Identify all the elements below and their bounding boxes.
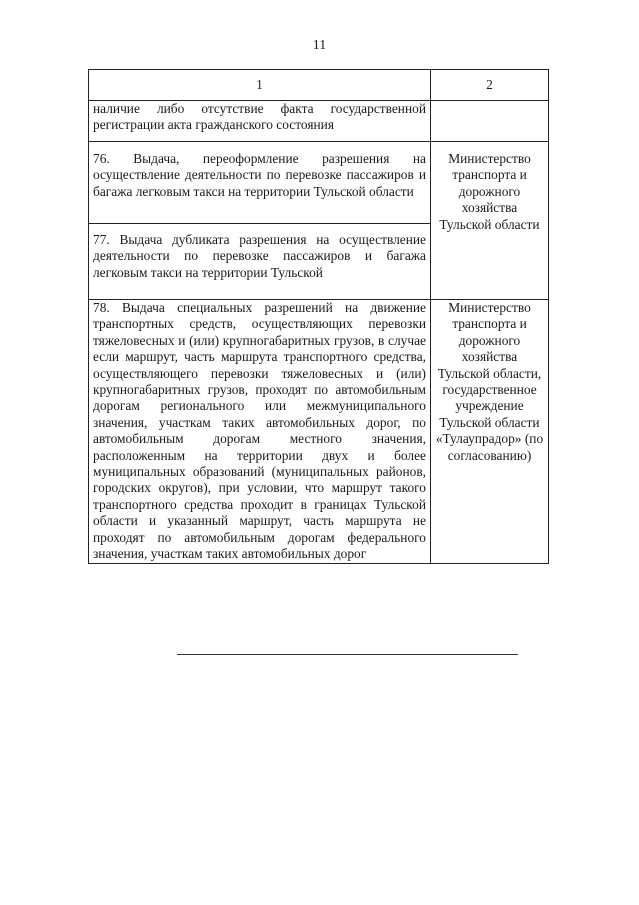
table-header-row bbox=[89, 70, 549, 101]
service-description: 78. Выдача специальных разрешений на движение транспортных средств, осуществляющих перевозки тяжеловесных и (или) крупногабаритных грузов, в случае если маршрут, часть маршрута транспортного средства, осуществляющего перевозки тяжеловесных и (или) крупногабаритных грузов, проходят по автомобильным дорогам регионального или межмуниципального значения, участкам таких автомобильных дорог, по автомобильным дорогам местного значения, расположенным на территории двух и более муниципальных образований (муниципальных районов, городских округов), при условии, что маршрут такого транспортного средства проходит в границах Тульской области и указанный маршрут, часть маршрута не проходят по автомобильным дорогам федерального значения, участкам таких автомобильных дорог bbox=[89, 300, 431, 564]
responsible-agency: Министерство транспорта и дорожного хозяйства Тульской области bbox=[431, 142, 549, 300]
service-description: наличие либо отсутствие факта государственной регистрации акта гражданского состояния bbox=[89, 101, 431, 142]
column-header-2: 2 bbox=[431, 70, 549, 101]
service-description: 77. Выдача дубликата разрешения на осуществление деятельности по перевозке пассажиров и багажа легковым такси на территории Тульской bbox=[89, 224, 431, 300]
responsible-agency bbox=[431, 101, 549, 142]
table-row bbox=[89, 142, 549, 224]
column-header-1: 1 bbox=[89, 70, 431, 101]
responsible-agency: Министерство транспорта и дорожного хозяйства Тульской области, государственное учреждение Тульской области «Тулаупрадор» (по согласованию) bbox=[431, 300, 549, 564]
page-number: 11 bbox=[312, 38, 327, 53]
service-description: 76. Выдача, переоформление разрешения на осуществление деятельности по перевозке пассажиров и багажа легковым такси на территории Тульской области bbox=[89, 142, 431, 224]
table-row bbox=[89, 101, 549, 142]
closing-line bbox=[177, 654, 518, 655]
services-table bbox=[88, 69, 549, 564]
table-row bbox=[89, 300, 549, 564]
